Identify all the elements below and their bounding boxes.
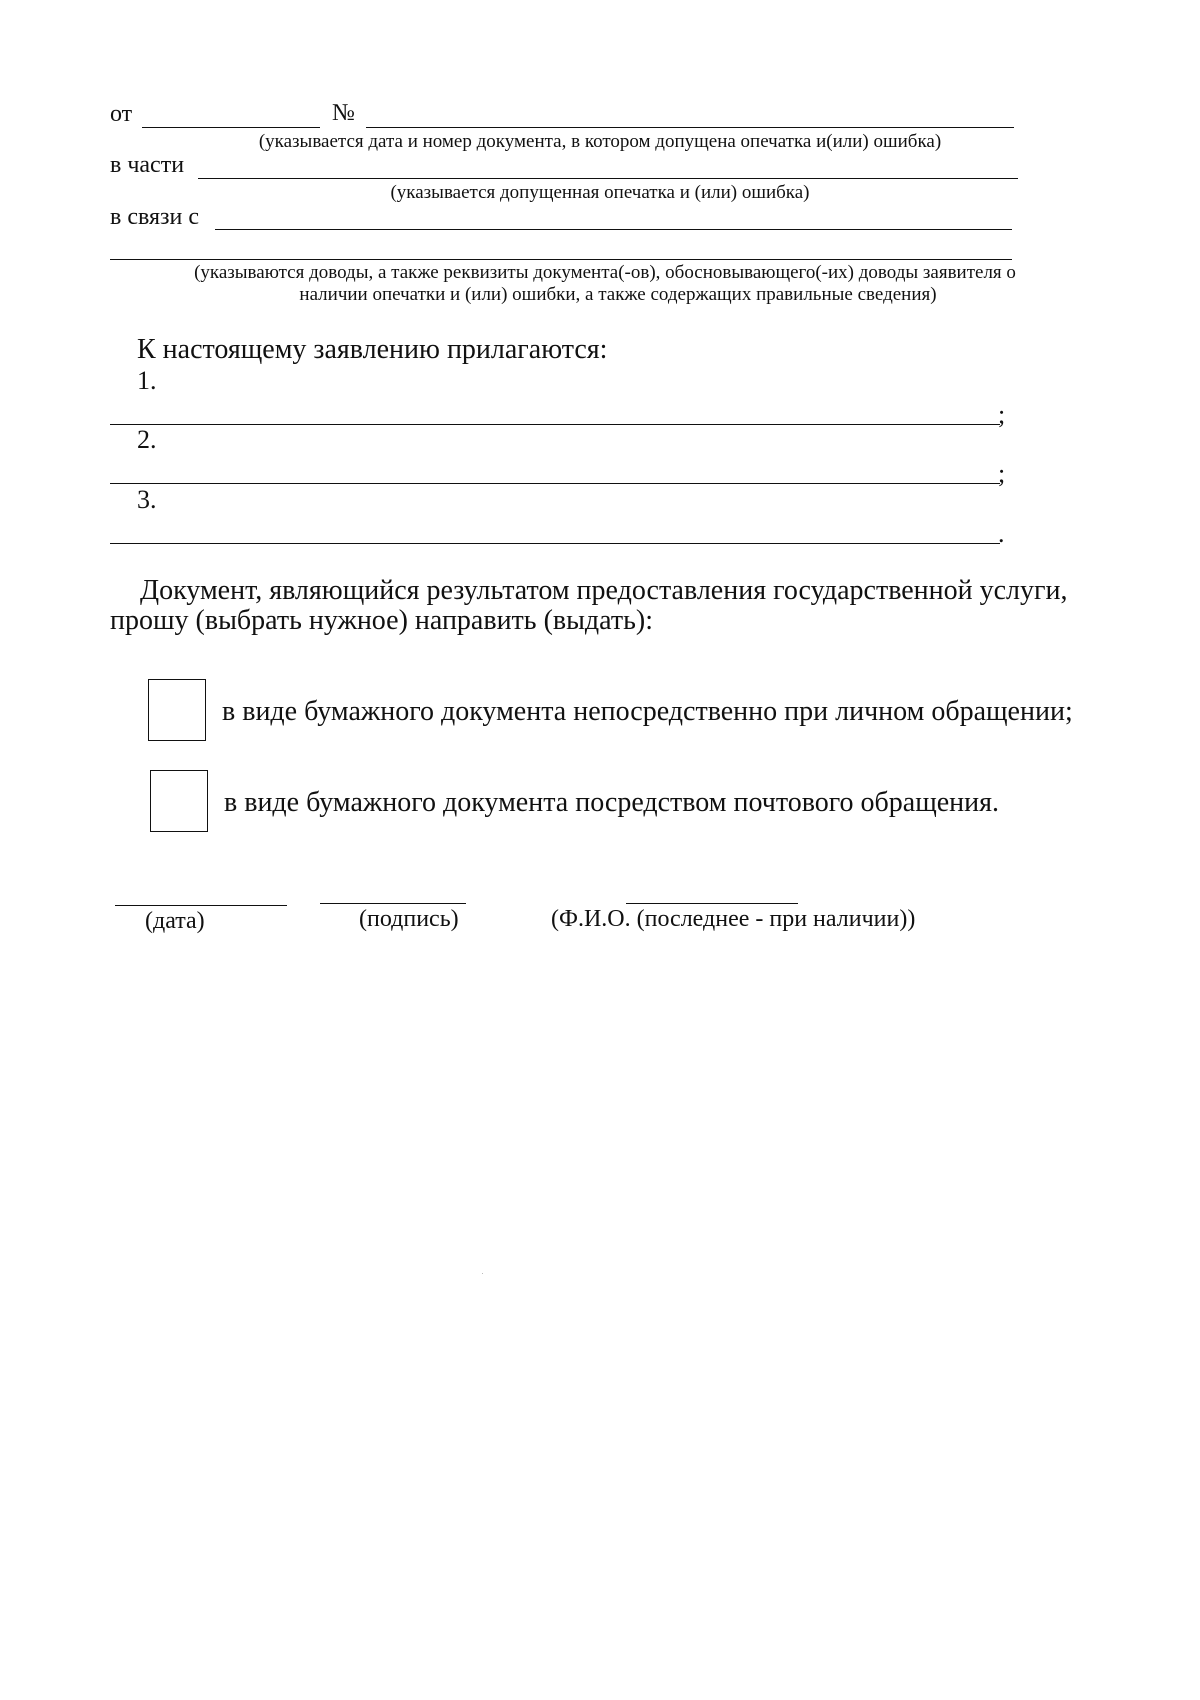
name-signature-field[interactable] [626,903,798,904]
scan-speck [482,1273,483,1274]
reason-hint-line-1: (указываются доводы, а также реквизиты документа(-ов), обосновывающего(-их) доводы заявителя о [194,262,1016,283]
reason-label: в связи с [110,204,200,230]
attachment-1-number: 1. [137,366,157,395]
reason-hint-line-2: наличии опечатки и (или) ошибки, а также содержащих правильные сведения) [299,284,937,305]
attachment-3-field[interactable] [110,543,1000,544]
name-caption: (Ф.И.О. (последнее - при наличии)) [551,906,916,932]
option-by-mail-label: в виде бумажного документа посредством почтового обращения. [224,787,1000,818]
date-signature-field[interactable] [115,905,287,906]
option-in-person-label: в виде бумажного документа непосредственно при личном обращении; [222,696,1073,727]
document-date-field[interactable] [142,127,320,128]
attachment-2-field[interactable] [110,483,1000,484]
attachment-2-number: 2. [137,425,157,454]
date-caption: (дата) [145,908,205,934]
reason-field-continuation[interactable] [110,259,1012,260]
from-label: от [110,101,133,127]
sign-signature-field[interactable] [320,903,466,904]
error-part-field[interactable] [198,178,1018,179]
attachment-3-end: . [998,519,1005,548]
document-number-field[interactable] [366,127,1014,128]
number-sign-label: № [332,100,355,126]
part-label: в части [110,152,185,178]
option-in-person-checkbox[interactable] [148,679,206,741]
sign-caption: (подпись) [359,906,459,932]
attachment-2-end: ; [998,459,1006,488]
date-number-hint: (указывается дата и номер документа, в котором допущена опечатка и(или) ошибка) [258,131,942,152]
reason-field[interactable] [215,229,1012,230]
attachment-1-field[interactable] [110,424,1000,425]
attachment-3-number: 3. [137,485,157,514]
error-hint: (указывается допущенная опечатка и (или) ошибка) [390,182,810,203]
option-by-mail-checkbox[interactable] [150,770,208,832]
attachments-heading: К настоящему заявлению прилагаются: [137,334,608,365]
attachment-1-end: ; [998,400,1006,429]
delivery-paragraph-line-1: Документ, являющийся результатом предоставления государственной услуги, [140,575,1068,606]
delivery-paragraph-line-2: прошу (выбрать нужное) направить (выдать): [110,605,653,636]
